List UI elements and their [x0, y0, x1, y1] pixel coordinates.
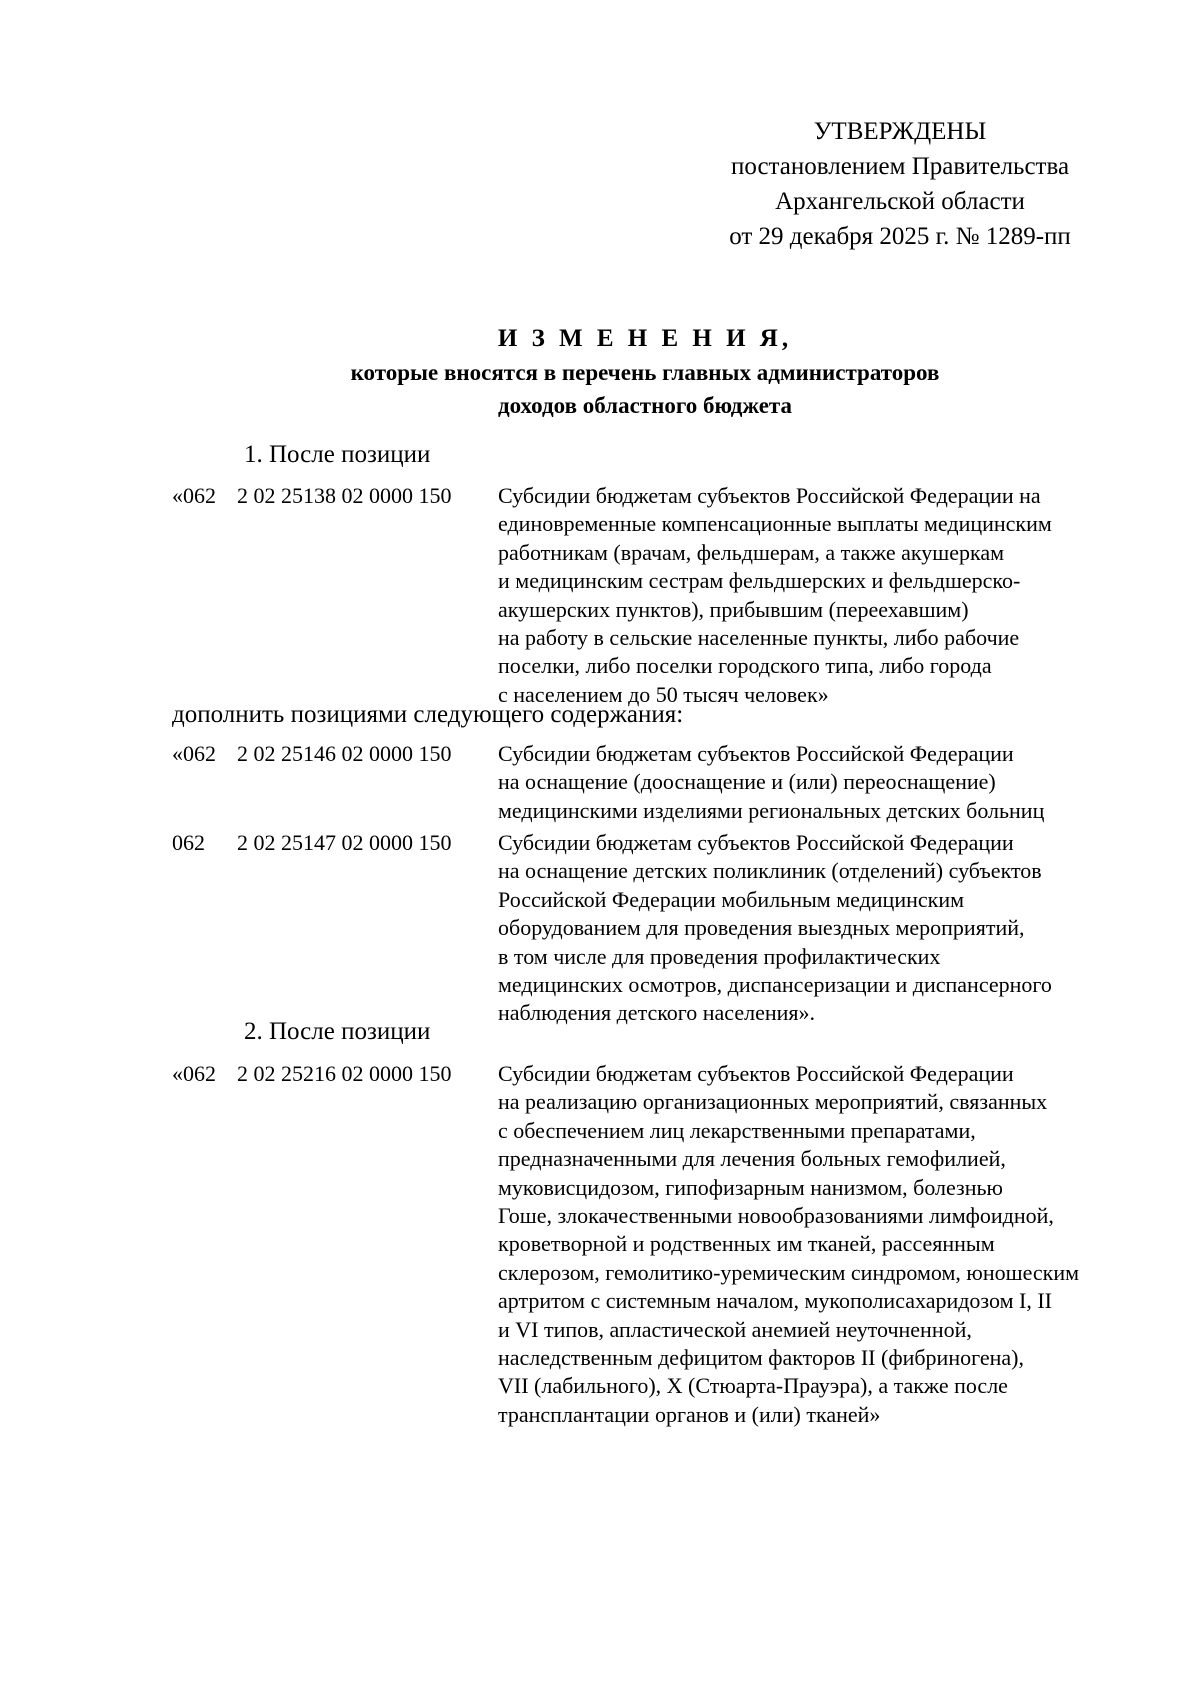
approval-line: Архангельской области — [775, 188, 1025, 215]
budget-code: 2 02 25147 02 0000 150 — [237, 830, 452, 855]
section-1-heading: 1. После позиции — [244, 441, 431, 468]
position-description: Субсидии бюджетам субъектов Российской Федерации на оснащение (дооснащение и (или) переоснащение) медицинскими изделиями региональных детских больниц — [498, 741, 1045, 823]
section-1-position — [172, 482, 1132, 709]
approval-date: от 29 декабря 2025 г. № 1289-пп — [729, 223, 1071, 250]
section-2-heading: 2. После позиции — [244, 1018, 431, 1045]
supplement-text: дополнить позициями следующего содержания: — [172, 701, 684, 728]
admin-code: «062 — [172, 483, 216, 508]
position-description: Субсидии бюджетам субъектов Российской Федерации на единовременные компенсационные выплаты медицинским работникам (врачам, фельдшерам, а также акушеркам и медицинским сестрам фельдшерских и фельдшерско- акушерских пунктов), прибывшим (переехавшим) на работу в сельские населенные пункты, либо рабочие поселки, либо поселки городского типа, либо города с населением до 50 тысяч человек» — [498, 483, 1052, 707]
approval-stamp — [700, 114, 1100, 254]
new-position-1 — [172, 740, 1132, 825]
budget-code: 2 02 25146 02 0000 150 — [237, 741, 452, 766]
budget-code: 2 02 25138 02 0000 150 — [237, 483, 452, 508]
approval-line: постановлением Правительства — [730, 153, 1070, 180]
title-heading: И З М Е Н Е Н И Я, — [497, 325, 793, 352]
section-2-position — [172, 1060, 1132, 1429]
position-description: Субсидии бюджетам субъектов Российской Федерации на оснащение детских поликлиник (отделений) субъектов Российской Федерации мобильным медицинским оборудованием для проведения выездных мероприятий, в том числе для проведения профилактических медицинских осмотров, диспансеризации и диспансерного наблюдения детского населения». — [498, 830, 1052, 1026]
new-position-2 — [172, 829, 1132, 1028]
document-title — [150, 322, 1140, 422]
admin-code: 062 — [172, 830, 205, 855]
admin-code: «062 — [172, 1061, 216, 1086]
title-subtitle-line: которые вносятся в перечень главных администраторов — [350, 360, 940, 385]
title-subtitle-line: доходов областного бюджета — [497, 393, 793, 418]
budget-code: 2 02 25216 02 0000 150 — [237, 1061, 452, 1086]
admin-code: «062 — [172, 741, 216, 766]
approval-title: УТВЕРЖДЕНЫ — [813, 118, 987, 145]
position-description: Субсидии бюджетам субъектов Российской Федерации на реализацию организационных мероприятий, связанных с обеспечением лиц лекарственными препаратами, предназначенными для лечения больных гемофилией, муковисцидозом, гипофизарным нанизмом, болезнью Гоше, злокачественными новообразованиями лимфоидной, кроветворной и родственных им тканей, рассеянным склерозом, гемолитико-уремическим синдромом, юношеским артритом с системным началом, мукополисахаридозом I, II и VI типов, апластической анемией неуточненной, наследственным дефицитом факторов II (фибриногена), VII (лабильного), X (Стюарта-Прауэра), а также после трансплантации органов и (или) тканей» — [498, 1061, 1080, 1427]
